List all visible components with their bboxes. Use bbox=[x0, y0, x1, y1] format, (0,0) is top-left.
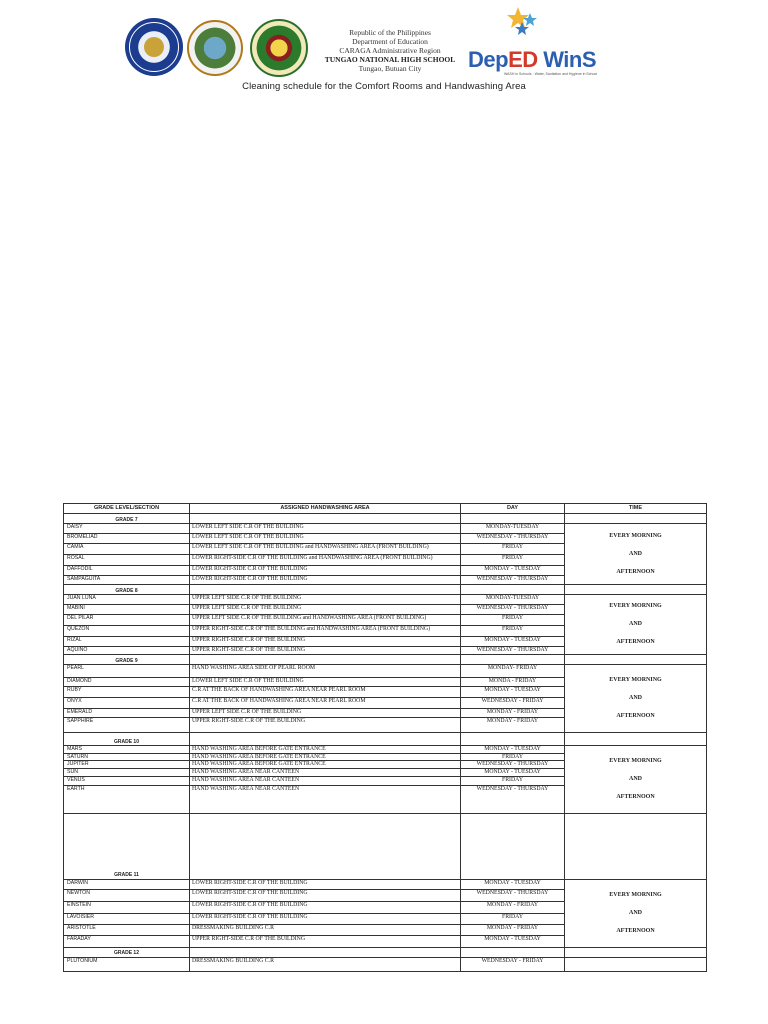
day-cell: FRIDAY bbox=[461, 776, 565, 785]
page-title: Cleaning schedule for the Comfort Rooms and Handwashing Area bbox=[242, 81, 526, 92]
empty-cell bbox=[190, 655, 461, 665]
stars-icon bbox=[506, 5, 540, 39]
section-cell: DIAMOND bbox=[64, 678, 190, 687]
empty-cell bbox=[565, 813, 707, 879]
area-cell: HAND WASHING AREA BEFORE GATE ENTRANCE bbox=[190, 746, 461, 754]
section-cell: RUBY bbox=[64, 687, 190, 698]
area-cell: HAND WASHING AREA NEAR CANTEEN bbox=[190, 785, 461, 813]
day-cell: MONDAY - TUESDAY bbox=[461, 687, 565, 698]
time-line2: AND bbox=[629, 550, 642, 557]
grade-row bbox=[64, 733, 707, 746]
area-cell: DRESSMAKING BUILDING C.R bbox=[190, 924, 461, 935]
area-cell: UPPER LEFT SIDE C.R OF THE BUILDING and HANDWASHING AREA (FRONT BUILDING) bbox=[190, 615, 461, 626]
area-cell: LOWER RIGHT-SIDE C.R OF THE BUILDING bbox=[190, 901, 461, 913]
republic-line: Republic of the Philippines bbox=[349, 28, 431, 37]
section-cell: ARISTOTLE bbox=[64, 924, 190, 935]
grade-row bbox=[64, 514, 707, 524]
area-cell: UPPER RIGHT-SIDE C.R OF THE BUILDING bbox=[190, 935, 461, 947]
day-cell: FRIDAY bbox=[461, 615, 565, 626]
area-cell: HAND WASHING AREA NEAR CANTEEN bbox=[190, 768, 461, 776]
empty-cell bbox=[565, 585, 707, 595]
time-line3: AFTERNOON bbox=[616, 927, 655, 934]
day-cell: MONDAY - FRIDAY bbox=[461, 901, 565, 913]
section-cell: ROSAL bbox=[64, 555, 190, 566]
cleaning-schedule-table bbox=[63, 503, 707, 972]
area-cell: HAND WASHING AREA BEFORE GATE ENTRANCE bbox=[190, 761, 461, 769]
deped-wins-subtitle: WASH in Schools · Water, Sanitation and Hygiene in School bbox=[504, 72, 598, 76]
empty-cell bbox=[565, 514, 707, 524]
empty-cell bbox=[461, 585, 565, 595]
time-line1: EVERY MORNING bbox=[609, 532, 662, 539]
empty-cell bbox=[461, 655, 565, 665]
section-cell: DAFFODIL bbox=[64, 566, 190, 576]
header-day: DAY bbox=[461, 504, 565, 514]
brand-ed: ED bbox=[508, 47, 538, 72]
section-cell: SUN bbox=[64, 768, 190, 776]
time-line1: EVERY MORNING bbox=[609, 603, 662, 609]
day-cell: WEDNESDAY - THURSDAY bbox=[461, 889, 565, 901]
time-line3: AFTERNOON bbox=[616, 713, 655, 719]
section-cell: RIZAL bbox=[64, 637, 190, 647]
day-cell: WEDNESDAY - THURSDAY bbox=[461, 761, 565, 769]
table-row bbox=[64, 879, 707, 889]
grade-row bbox=[64, 813, 707, 879]
section-cell: SAPPHIRE bbox=[64, 718, 190, 733]
section-cell: BROMELIAD bbox=[64, 534, 190, 544]
area-cell: LOWER LEFT SIDE C.R OF THE BUILDING bbox=[190, 524, 461, 534]
day-cell: MONDAY - TUESDAY bbox=[461, 879, 565, 889]
time-line3: AFTERNOON bbox=[616, 639, 655, 645]
time-line1: EVERY MORNING bbox=[609, 891, 662, 898]
day-cell: FRIDAY bbox=[461, 544, 565, 555]
section-cell: EMERALD bbox=[64, 709, 190, 718]
section-cell: DARWIN bbox=[64, 879, 190, 889]
section-cell: FARADAY bbox=[64, 935, 190, 947]
grade-row bbox=[64, 947, 707, 957]
day-cell: FRIDAY bbox=[461, 555, 565, 566]
time-line1: EVERY MORNING bbox=[609, 677, 662, 683]
empty-cell bbox=[565, 733, 707, 746]
table-row bbox=[64, 665, 707, 678]
school-seal-logo bbox=[250, 19, 308, 77]
area-cell: LOWER RIGHT-SIDE C.R OF THE BUILDING bbox=[190, 889, 461, 901]
day-cell: MONDAY- FRIDAY bbox=[461, 665, 565, 678]
section-cell: NEWTON bbox=[64, 889, 190, 901]
table-row bbox=[64, 957, 707, 971]
grade-row bbox=[64, 655, 707, 665]
day-cell: MONDAY-TUESDAY bbox=[461, 524, 565, 534]
agency-block bbox=[310, 28, 470, 73]
empty-cell bbox=[461, 514, 565, 524]
area-cell: HAND WASHING AREA NEAR CANTEEN bbox=[190, 776, 461, 785]
time-line3: AFTERNOON bbox=[616, 568, 655, 575]
day-cell: WEDNESDAY - THURSDAY bbox=[461, 534, 565, 544]
time-line2: AND bbox=[629, 695, 642, 701]
day-cell: MONDAY - TUESDAY bbox=[461, 768, 565, 776]
area-cell: LOWER RIGHT-SIDE C.R OF THE BUILDING bbox=[190, 566, 461, 576]
section-cell: EARTH bbox=[64, 785, 190, 813]
section-cell: PLUTONIUM bbox=[64, 957, 190, 971]
time-line2: AND bbox=[629, 775, 642, 782]
time-cell bbox=[565, 524, 707, 585]
section-cell: EINSTEIN bbox=[64, 901, 190, 913]
section-cell: PEARL bbox=[64, 665, 190, 678]
time-line3: AFTERNOON bbox=[616, 793, 655, 800]
section-cell: AQUINO bbox=[64, 647, 190, 655]
day-cell: MONDAY - TUESDAY bbox=[461, 637, 565, 647]
day-cell: WEDNESDAY - THURSDAY bbox=[461, 605, 565, 615]
area-cell: HAND WASHING AREA SIDE OF PEARL ROOM bbox=[190, 665, 461, 678]
header-time: TIME bbox=[565, 504, 707, 514]
header-row bbox=[64, 504, 707, 514]
area-cell: UPPER RIGHT-SIDE C.R OF THE BUILDING bbox=[190, 718, 461, 733]
department-line: Department of Education bbox=[352, 37, 428, 46]
brand-dep: Dep bbox=[468, 47, 509, 72]
day-cell: MONDAY - FRIDAY bbox=[461, 709, 565, 718]
day-cell: MONDAY - TUESDAY bbox=[461, 746, 565, 754]
time-line2: AND bbox=[629, 621, 642, 627]
deped-seal-logo bbox=[125, 18, 183, 76]
area-cell: LOWER RIGHT-SIDE C.R OF THE BUILDING bbox=[190, 576, 461, 585]
day-cell: FRIDAY bbox=[461, 753, 565, 761]
schedule-body bbox=[64, 504, 707, 972]
day-cell: MONDA - FRIDAY bbox=[461, 678, 565, 687]
area-cell: UPPER LEFT SIDE C.R OF THE BUILDING bbox=[190, 605, 461, 615]
day-cell: WEDNESDAY - FRIDAY bbox=[461, 957, 565, 971]
city-seal-logo bbox=[187, 20, 243, 76]
area-cell: LOWER LEFT SIDE C.R OF THE BUILDING bbox=[190, 534, 461, 544]
section-cell: ONYX bbox=[64, 698, 190, 709]
empty-cell bbox=[190, 813, 461, 879]
day-cell: WEDNESDAY - THURSDAY bbox=[461, 576, 565, 585]
deped-wins-logo bbox=[468, 3, 608, 83]
day-cell: MONDAY-TUESDAY bbox=[461, 595, 565, 605]
time-cell bbox=[565, 957, 707, 971]
section-cell: MARS bbox=[64, 746, 190, 754]
table-row bbox=[64, 595, 707, 605]
area-cell: LOWER LEFT SIDE C.R OF THE BUILDING and HANDWASHING AREA (FRONT BUILDING) bbox=[190, 544, 461, 555]
area-cell: LOWER LEFT SIDE C.R OF THE BUILDING bbox=[190, 678, 461, 687]
header-area: ASSIGNED HANDWASHING AREA bbox=[190, 504, 461, 514]
area-cell: C.R AT THE BACK OF HANDWASHING AREA NEAR PEARL ROOM bbox=[190, 687, 461, 698]
empty-cell bbox=[190, 733, 461, 746]
day-cell: FRIDAY bbox=[461, 913, 565, 924]
area-cell: UPPER RIGHT-SIDE C.R OF THE BUILDING bbox=[190, 647, 461, 655]
empty-cell bbox=[565, 655, 707, 665]
table-row bbox=[64, 524, 707, 534]
empty-cell bbox=[190, 514, 461, 524]
grade-label: GRADE 9 bbox=[64, 655, 190, 665]
school-name: TUNGAO NATIONAL HIGH SCHOOL bbox=[324, 55, 456, 64]
area-cell: UPPER RIGHT-SIDE C.R OF THE BUILDING and HANDWASHING AREA (FRONT BUILDING) bbox=[190, 626, 461, 637]
grade-label: GRADE 11 bbox=[64, 813, 190, 879]
brand-wins: WinS bbox=[537, 47, 597, 72]
section-cell: DAISY bbox=[64, 524, 190, 534]
day-cell: WEDNESDAY - FRIDAY bbox=[461, 698, 565, 709]
area-cell: DRESSMAKING BUILDING C.R bbox=[190, 957, 461, 971]
section-cell: QUEZON bbox=[64, 626, 190, 637]
empty-cell bbox=[190, 585, 461, 595]
grade-label: GRADE 8 bbox=[64, 585, 190, 595]
region-line: CARAGA Administrative Region bbox=[339, 46, 441, 55]
empty-cell bbox=[190, 947, 461, 957]
day-cell: MONDAY - FRIDAY bbox=[461, 924, 565, 935]
day-cell: MONDAY - FRIDAY bbox=[461, 718, 565, 733]
area-cell: UPPER LEFT SIDE C.R OF THE BUILDING bbox=[190, 595, 461, 605]
area-cell: UPPER RIGHT-SIDE C.R OF THE BUILDING bbox=[190, 637, 461, 647]
empty-cell bbox=[461, 733, 565, 746]
deped-wins-wordmark bbox=[468, 47, 596, 73]
header-grade-section: GRADE LEVEL/SECTION bbox=[64, 504, 190, 514]
document-header bbox=[0, 0, 768, 100]
empty-cell bbox=[565, 947, 707, 957]
area-cell: LOWER RIGHT-SIDE C.R OF THE BUILDING and HANDWASHING AREA (FRONT BUILDING) bbox=[190, 555, 461, 566]
section-cell: JUPITER bbox=[64, 761, 190, 769]
area-cell: HAND WASHING AREA BEFORE GATE ENTRANCE bbox=[190, 753, 461, 761]
section-cell: VENUS bbox=[64, 776, 190, 785]
time-cell bbox=[565, 746, 707, 814]
time-line1: EVERY MORNING bbox=[609, 757, 662, 764]
empty-cell bbox=[461, 813, 565, 879]
area-cell: C.R AT THE BACK OF HANDWASHING AREA NEAR PEARL ROOM bbox=[190, 698, 461, 709]
day-cell: WEDNESDAY - THURSDAY bbox=[461, 785, 565, 813]
school-address: Tungao, Butuan City bbox=[358, 64, 422, 73]
area-cell: LOWER RIGHT-SIDE C.R OF THE BUILDING bbox=[190, 913, 461, 924]
time-cell bbox=[565, 665, 707, 733]
grade-label: GRADE 10 bbox=[64, 733, 190, 746]
day-cell: FRIDAY bbox=[461, 626, 565, 637]
day-cell: MONDAY - TUESDAY bbox=[461, 935, 565, 947]
empty-cell bbox=[461, 947, 565, 957]
table-row bbox=[64, 746, 707, 754]
section-cell: SATURN bbox=[64, 753, 190, 761]
section-cell: JUAN LUNA bbox=[64, 595, 190, 605]
section-cell: MABINI bbox=[64, 605, 190, 615]
grade-label: GRADE 7 bbox=[64, 514, 190, 524]
time-cell bbox=[565, 879, 707, 947]
area-cell: UPPER LEFT SIDE C.R OF THE BUILDING bbox=[190, 709, 461, 718]
day-cell: MONDAY - TUESDAY bbox=[461, 566, 565, 576]
grade-row bbox=[64, 585, 707, 595]
time-line2: AND bbox=[629, 909, 642, 916]
area-cell: LOWER RIGHT-SIDE C.R OF THE BUILDING bbox=[190, 879, 461, 889]
day-cell: WEDNESDAY - THURSDAY bbox=[461, 647, 565, 655]
section-cell: DEL PILAR bbox=[64, 615, 190, 626]
section-cell: CAMIA bbox=[64, 544, 190, 555]
time-cell bbox=[565, 595, 707, 655]
section-cell: LAVOISIER bbox=[64, 913, 190, 924]
section-cell: SAMPAGUITA bbox=[64, 576, 190, 585]
grade-label: GRADE 12 bbox=[64, 947, 190, 957]
